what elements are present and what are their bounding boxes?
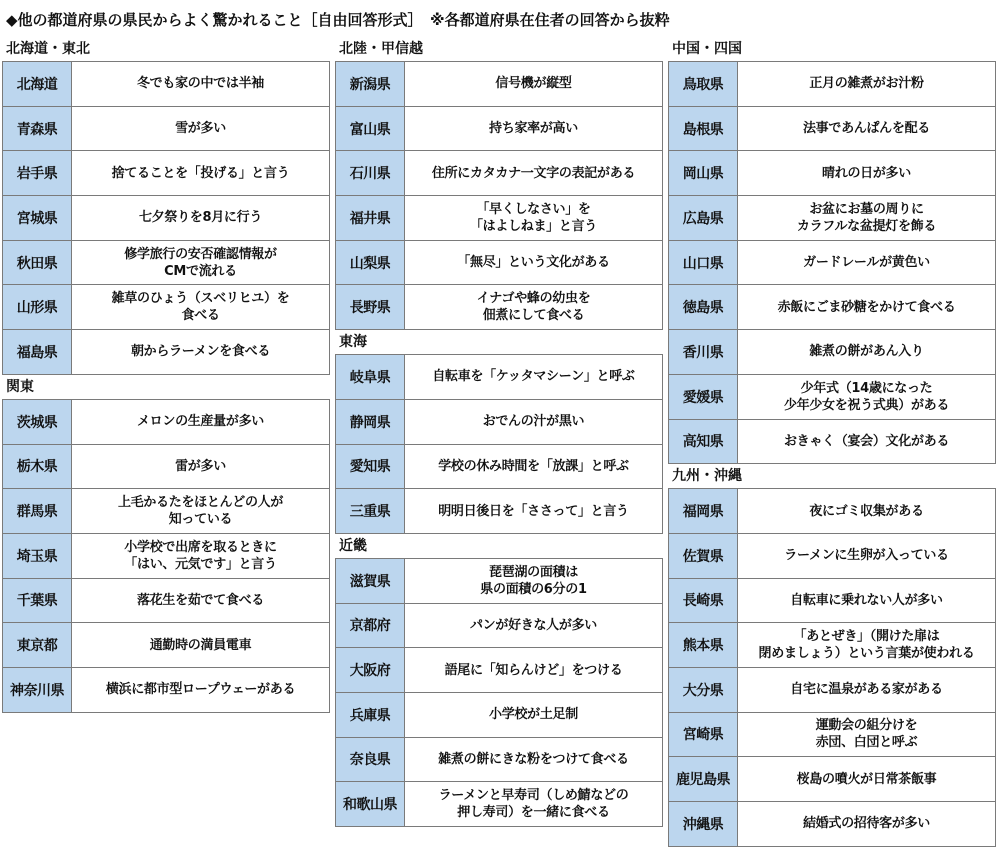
prefecture-name: 鹿児島県 (669, 757, 738, 801)
answer-text: 学校の休み時間を「放課」と呼ぶ (405, 445, 662, 489)
answer-text: 結婚式の招待客が多い (738, 802, 995, 846)
table-row (669, 578, 995, 623)
table-row (3, 578, 329, 623)
prefecture-name: 愛知県 (336, 445, 405, 489)
answer-text: おきゃく（宴会）文化がある (738, 420, 995, 464)
prefecture-name: 新潟県 (336, 62, 405, 106)
table-row (336, 559, 662, 603)
region-table (668, 488, 996, 847)
prefecture-name: 滋賀県 (336, 559, 405, 603)
answer-text: 夜にゴミ収集がある (738, 489, 995, 533)
table-row (669, 374, 995, 419)
prefecture-name: 京都府 (336, 604, 405, 648)
prefecture-name: 群馬県 (3, 489, 72, 533)
table-row (669, 756, 995, 801)
table-row (336, 692, 662, 737)
prefecture-name: 徳島県 (669, 285, 738, 329)
table-row (336, 781, 662, 826)
prefecture-name: 神奈川県 (3, 668, 72, 712)
table-row (3, 284, 329, 329)
answer-text: 小学校が土足制 (405, 693, 662, 737)
prefecture-name: 大分県 (669, 668, 738, 712)
table-row (336, 284, 662, 329)
region-heading: 北陸・甲信越 (339, 41, 423, 57)
answer-text: 通勤時の満員電車 (72, 623, 329, 667)
answer-text: 雪が多い (72, 107, 329, 151)
answer-text: 赤飯にごま砂糖をかけて食べる (738, 285, 995, 329)
table-row (669, 533, 995, 578)
table-row (669, 622, 995, 667)
table-row (669, 62, 995, 106)
answer-text: 自宅に温泉がある家がある (738, 668, 995, 712)
answer-text: 雑草のひょう（スベリヒユ）を 食べる (72, 285, 329, 329)
answer-text: 雑煮の餅にきな粉をつけて食べる (405, 738, 662, 782)
table-row (669, 329, 995, 374)
region-heading: 中国・四国 (672, 41, 742, 57)
region-table (335, 61, 663, 330)
table-row (669, 106, 995, 151)
answer-text: 雑煮の餅があん入り (738, 330, 995, 374)
answer-text: 上毛かるたをほとんどの人が 知っている (72, 489, 329, 533)
table-row (336, 603, 662, 648)
answer-text: おでんの汁が黒い (405, 400, 662, 444)
region-heading: 九州・沖縄 (672, 468, 742, 485)
table-row (336, 444, 662, 489)
prefecture-name: 埼玉県 (3, 534, 72, 578)
prefecture-name: 熊本県 (669, 623, 738, 667)
answer-text: 琵琶湖の面積は 県の面積の6分の1 (405, 559, 662, 603)
table-row (669, 150, 995, 195)
region-table (335, 354, 663, 534)
answer-text: 住所にカタカナ一文字の表記がある (405, 151, 662, 195)
answer-text: ラーメンと早寿司（しめ鯖などの 押し寿司）を一緒に食べる (405, 782, 662, 826)
answer-text: 「早くしなさい」を 「はよしねま」と言う (405, 196, 662, 240)
answer-text: ガードレールが黄色い (738, 241, 995, 285)
table-row (336, 737, 662, 782)
answer-text: 冬でも家の中では半袖 (72, 62, 329, 106)
answer-text: 小学校で出席を取るときに 「はい、元気です」と言う (72, 534, 329, 578)
table-row (336, 106, 662, 151)
prefecture-name: 千葉県 (3, 579, 72, 623)
answer-text: 語尾に「知らんけど」をつける (405, 648, 662, 692)
prefecture-name: 大阪府 (336, 648, 405, 692)
table-row (669, 667, 995, 712)
table-row (336, 240, 662, 285)
answer-text: 桜島の噴火が日常茶飯事 (738, 757, 995, 801)
table-row (3, 150, 329, 195)
prefecture-name: 佐賀県 (669, 534, 738, 578)
answer-text: 自転車に乗れない人が多い (738, 579, 995, 623)
answer-text: お盆にお墓の周りに カラフルな盆提灯を飾る (738, 196, 995, 240)
prefecture-name: 石川県 (336, 151, 405, 195)
table-row (336, 647, 662, 692)
answer-text: パンが好きな人が多い (405, 604, 662, 648)
table-row (3, 400, 329, 444)
table-row (3, 195, 329, 240)
prefecture-name: 兵庫県 (336, 693, 405, 737)
prefecture-name: 和歌山県 (336, 782, 405, 826)
region-heading: 北海道・東北 (6, 41, 90, 57)
prefecture-name: 福井県 (336, 196, 405, 240)
region-table (668, 61, 996, 464)
prefecture-name: 広島県 (669, 196, 738, 240)
region-heading: 東海 (339, 334, 367, 351)
prefecture-name: 茨城県 (3, 400, 72, 444)
answer-text: メロンの生産量が多い (72, 400, 329, 444)
answer-text: 雷が多い (72, 445, 329, 489)
table-row (669, 195, 995, 240)
table-row (3, 329, 329, 374)
region-table (2, 399, 330, 713)
answer-text: 少年式（14歳になった 少年少女を祝う式典）がある (738, 375, 995, 419)
column-2 (335, 37, 663, 827)
table-row (669, 489, 995, 533)
answer-text: 横浜に都市型ロープウェーがある (72, 668, 329, 712)
prefecture-name: 静岡県 (336, 400, 405, 444)
prefecture-name: 宮城県 (3, 196, 72, 240)
prefecture-name: 北海道 (3, 62, 72, 106)
answer-text: 七夕祭りを8月に行う (72, 196, 329, 240)
prefecture-name: 愛媛県 (669, 375, 738, 419)
prefecture-name: 福島県 (3, 330, 72, 374)
prefecture-name: 三重県 (336, 489, 405, 533)
prefecture-name: 山形県 (3, 285, 72, 329)
prefecture-name: 宮崎県 (669, 713, 738, 757)
answer-text: 持ち家率が高い (405, 107, 662, 151)
page-title: ◆他の都道府県の県民からよく驚かれること［自由回答形式］ ※各都道府県在住者の回答から抜粋 (6, 11, 670, 29)
prefecture-name: 香川県 (669, 330, 738, 374)
column-1 (2, 37, 330, 713)
prefecture-name: 岡山県 (669, 151, 738, 195)
table-row (336, 355, 662, 399)
table-row (3, 667, 329, 712)
answer-text: 信号機が縦型 (405, 62, 662, 106)
prefecture-name: 島根県 (669, 107, 738, 151)
answer-text: イナゴや蜂の幼虫を 佃煮にして食べる (405, 285, 662, 329)
prefecture-name: 岩手県 (3, 151, 72, 195)
prefecture-name: 東京都 (3, 623, 72, 667)
prefecture-name: 青森県 (3, 107, 72, 151)
answer-text: 「あとぜき」（開けた扉は 閉めましょう）という言葉が使われる (738, 623, 995, 667)
table-row (669, 419, 995, 464)
region-table (2, 61, 330, 375)
answer-text: 捨てることを「投げる」と言う (72, 151, 329, 195)
table-row (336, 399, 662, 444)
answer-text: 自転車を「ケッタマシーン」と呼ぶ (405, 355, 662, 399)
table-row (336, 488, 662, 533)
answer-text: 修学旅行の安否確認情報が CMで流れる (72, 241, 329, 285)
region-table (335, 558, 663, 827)
prefecture-name: 高知県 (669, 420, 738, 464)
table-row (3, 62, 329, 106)
answer-text: ラーメンに生卵が入っている (738, 534, 995, 578)
prefecture-name: 富山県 (336, 107, 405, 151)
prefecture-name: 長野県 (336, 285, 405, 329)
prefecture-name: 沖縄県 (669, 802, 738, 846)
table-row (3, 240, 329, 285)
prefecture-name: 栃木県 (3, 445, 72, 489)
prefecture-name: 秋田県 (3, 241, 72, 285)
prefecture-name: 奈良県 (336, 738, 405, 782)
answer-text: 法事であんぱんを配る (738, 107, 995, 151)
table-row (3, 106, 329, 151)
table-row (3, 488, 329, 533)
table-row (3, 622, 329, 667)
table-row (669, 712, 995, 757)
table-row (669, 801, 995, 846)
region-heading: 近畿 (339, 537, 367, 554)
prefecture-name: 山梨県 (336, 241, 405, 285)
prefecture-name: 福岡県 (669, 489, 738, 533)
answer-text: 晴れの日が多い (738, 151, 995, 195)
table-row (3, 444, 329, 489)
prefecture-name: 山口県 (669, 241, 738, 285)
answer-text: 「無尽」という文化がある (405, 241, 662, 285)
region-heading: 関東 (6, 378, 34, 395)
table-row (3, 533, 329, 578)
table-row (336, 195, 662, 240)
answer-text: 朝からラーメンを食べる (72, 330, 329, 374)
column-3 (668, 37, 996, 847)
table-row (336, 62, 662, 106)
prefecture-name: 鳥取県 (669, 62, 738, 106)
answer-text: 運動会の組分けを 赤団、白団と呼ぶ (738, 713, 995, 757)
table-row (669, 240, 995, 285)
answer-text: 正月の雑煮がお汁粉 (738, 62, 995, 106)
prefecture-name: 長崎県 (669, 579, 738, 623)
table-row (336, 150, 662, 195)
prefecture-name: 岐阜県 (336, 355, 405, 399)
table-row (669, 284, 995, 329)
answer-text: 落花生を茹でて食べる (72, 579, 329, 623)
answer-text: 明明日後日を「ささって」と言う (405, 489, 662, 533)
